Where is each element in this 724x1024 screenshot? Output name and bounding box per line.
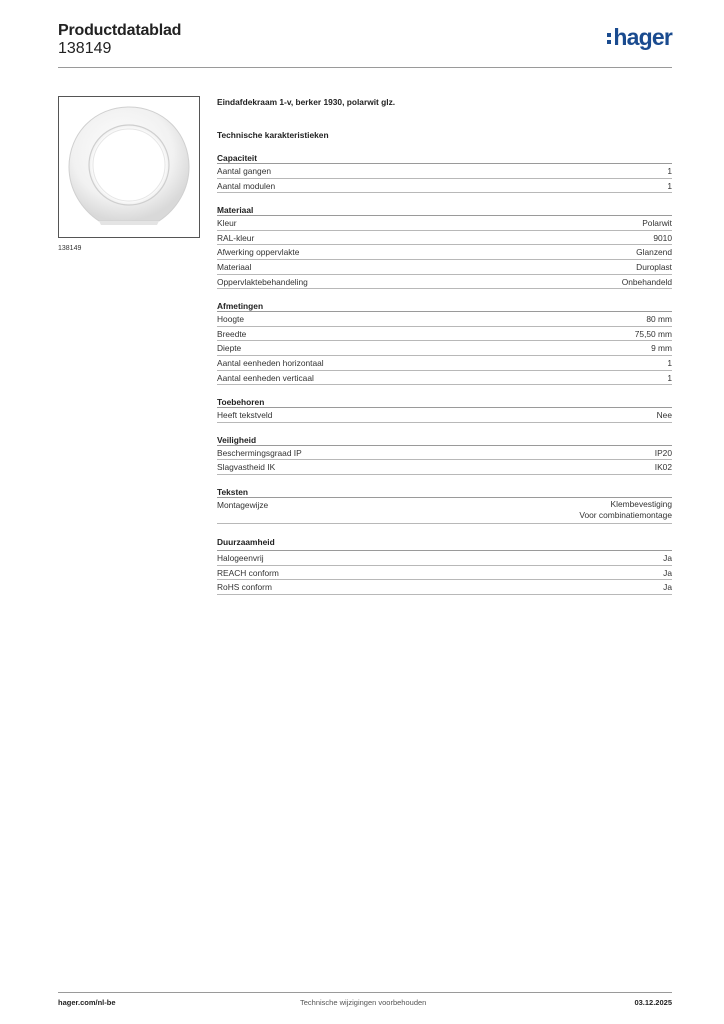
product-image xyxy=(58,96,200,238)
logo-text: hager xyxy=(613,24,672,50)
spec-label: Oppervlaktebehandeling xyxy=(217,276,308,287)
spec-value: Ja xyxy=(663,582,672,593)
spec-row xyxy=(217,446,672,461)
spec-row xyxy=(217,275,672,290)
section-capaciteit xyxy=(217,152,672,193)
spec-value-line: Voor combinatiemontage xyxy=(579,510,672,521)
spec-value: Duroplast xyxy=(636,261,672,272)
spec-row xyxy=(217,245,672,260)
product-name: Eindafdekraam 1-v, berker 1930, polarwit glz. xyxy=(217,97,396,107)
spec-row xyxy=(217,498,672,524)
spec-value: Polarwit xyxy=(642,218,672,229)
round-frame-product-photo-icon xyxy=(59,97,199,237)
spec-row xyxy=(217,216,672,231)
spec-label: Aantal eenheden verticaal xyxy=(217,372,314,383)
spec-label: Diepte xyxy=(217,343,242,354)
spec-value: Nee xyxy=(656,410,672,421)
spec-value: 75,50 mm xyxy=(634,328,672,339)
spec-label: Hoogte xyxy=(217,314,245,325)
section-materiaal xyxy=(217,204,672,289)
spec-row xyxy=(217,164,672,179)
section-title: Afmetingen xyxy=(217,300,672,312)
image-caption: 138149 xyxy=(58,245,82,252)
spec-row xyxy=(217,260,672,275)
section-title: Capaciteit xyxy=(217,152,672,164)
section-title: Teksten xyxy=(217,486,672,498)
section-toebehoren xyxy=(217,396,672,423)
spec-label: Kleur xyxy=(217,218,237,229)
spec-value: 1 xyxy=(667,372,672,383)
spec-value: 80 mm xyxy=(646,314,672,325)
spec-row xyxy=(217,580,672,595)
section-title: Toebehoren xyxy=(217,396,672,408)
hager-logo xyxy=(607,26,672,49)
footer-date: 03.12.2025 xyxy=(634,998,672,1007)
specifications xyxy=(217,97,672,606)
section-veiligheid xyxy=(217,434,672,475)
spec-value: 9010 xyxy=(653,232,672,243)
spec-label: Aantal eenheden horizontaal xyxy=(217,357,324,368)
spec-label: REACH conform xyxy=(217,567,279,578)
spec-row xyxy=(217,231,672,246)
spec-value: IK02 xyxy=(654,462,672,473)
spec-row xyxy=(217,371,672,386)
tech-heading: Technische karakteristieken xyxy=(217,130,329,140)
section-afmetingen xyxy=(217,300,672,385)
spec-label: Breedte xyxy=(217,328,247,339)
page-header xyxy=(58,22,672,68)
spec-label: Aantal gangen xyxy=(217,166,272,176)
spec-value: 1 xyxy=(667,166,672,176)
spec-row xyxy=(217,408,672,423)
spec-label: Halogeenvrij xyxy=(217,552,264,563)
spec-value-line: Klembevestiging xyxy=(610,499,672,510)
spec-row xyxy=(217,341,672,356)
spec-row xyxy=(217,566,672,581)
document-number: 138149 xyxy=(58,40,112,57)
spec-label: Heeft tekstveld xyxy=(217,410,273,421)
section-duurzaamheid xyxy=(217,535,672,595)
footer-website-link[interactable]: hager.com/nl-be xyxy=(58,998,116,1007)
spec-row xyxy=(217,551,672,566)
section-title: Materiaal xyxy=(217,204,672,216)
spec-label: RAL-kleur xyxy=(217,232,255,243)
spec-value: 1 xyxy=(667,357,672,368)
document-title: Productdatablad xyxy=(58,22,182,39)
spec-value: Glanzend xyxy=(636,247,672,258)
spec-value: 1 xyxy=(667,180,672,191)
logo-dots-icon xyxy=(607,33,611,44)
spec-label: Beschermingsgraad IP xyxy=(217,447,302,458)
spec-label: RoHS conform xyxy=(217,582,272,593)
spec-row xyxy=(217,460,672,475)
spec-row xyxy=(217,356,672,371)
spec-value: Onbehandeld xyxy=(621,276,672,287)
spec-label: Slagvastheid IK xyxy=(217,462,276,473)
spec-value: IP20 xyxy=(654,447,672,458)
spec-row xyxy=(217,179,672,194)
section-teksten xyxy=(217,486,672,524)
spec-label: Montagewijze xyxy=(217,499,269,510)
spec-label: Aantal modulen xyxy=(217,180,276,191)
header-divider xyxy=(58,67,672,68)
spec-value: Ja xyxy=(663,552,672,563)
spec-value: 9 mm xyxy=(651,343,672,354)
page-footer xyxy=(58,998,672,1012)
section-title: Veiligheid xyxy=(217,434,672,446)
spec-label: Afwerking oppervlakte xyxy=(217,247,300,258)
spec-row xyxy=(217,312,672,327)
spec-value: Ja xyxy=(663,567,672,578)
spec-value xyxy=(579,498,672,523)
footer-divider xyxy=(58,992,672,993)
spec-label: Materiaal xyxy=(217,261,252,272)
footer-disclaimer: Technische wijzigingen voorbehouden xyxy=(300,998,427,1007)
spec-row xyxy=(217,327,672,342)
section-title: Duurzaamheid xyxy=(217,535,672,551)
